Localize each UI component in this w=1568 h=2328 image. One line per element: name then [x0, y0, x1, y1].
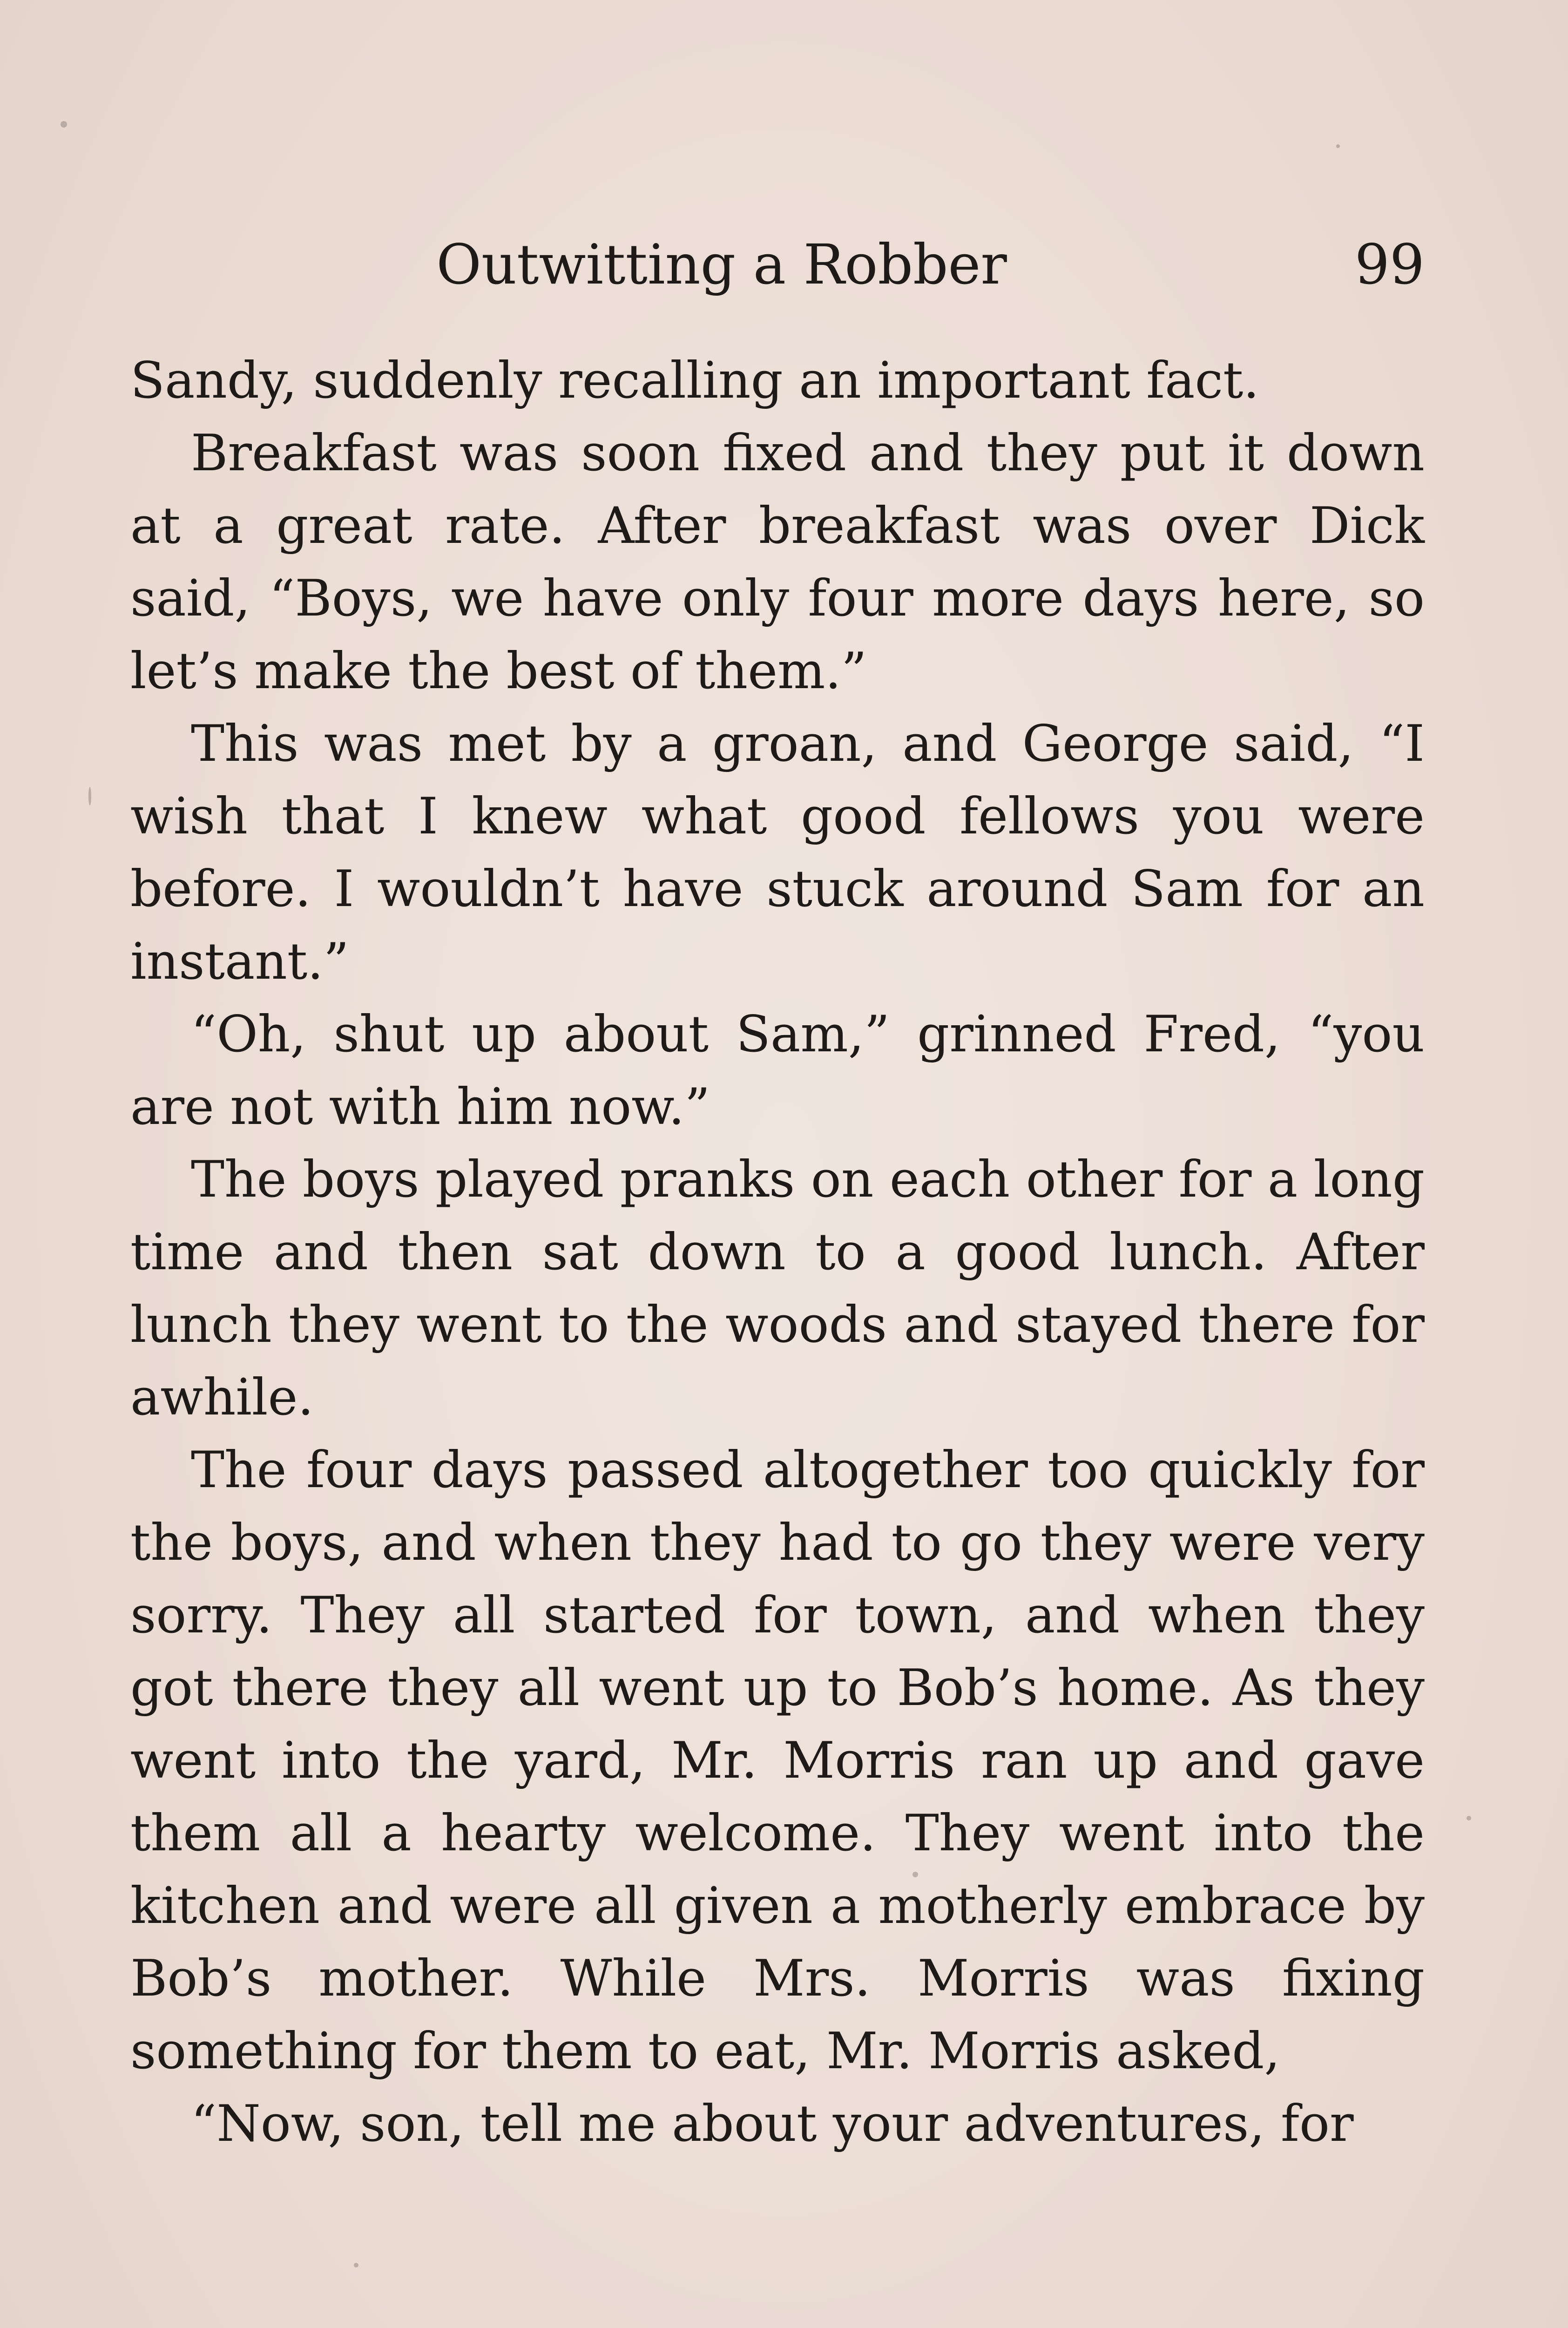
paragraph: “Now, son, tell me about your adventures, for [191, 2095, 1354, 2153]
paragraph: The boys played pranks on each other for a long time and then sat down to a good lunch. After lunch they went to the woods and stayed there for awhile. [130, 1150, 1425, 1427]
paragraph: Sandy, suddenly recalling an important fact. [130, 352, 1259, 410]
paragraph: “Oh, shut up about Sam,” grinned Fred, “you are not with him now.” [130, 1005, 1425, 1136]
paper-speck [88, 787, 91, 805]
paragraph: The four days passed altogether too quickly for the boys, and when they had to go they were very sorry. They all started for town, and when they got there they all went up to Bob’s home. As they went into the yard, Mr. Morris ran up and gave them all a hearty welcome. They went into the kitchen and were all given a motherly embrace by Bob’s mother. While Mrs. Morris was fixing something for them to eat, Mr. Morris asked, [130, 1441, 1425, 2080]
paragraph: Breakfast was soon fixed and they put it down at a great rate. After breakfast was over Dick said, “Boys, we have only four more days here, so let’s make the best of them.” [130, 424, 1425, 700]
body-text [130, 345, 1425, 2160]
paper-speck [1336, 144, 1340, 148]
page-number: 99 [1354, 232, 1425, 297]
paper-speck [354, 2263, 358, 2267]
paper-speck [1467, 1816, 1471, 1820]
paragraph: This was met by a groan, and George said, “I wish that I knew what good fellows you were before. I wouldn’t have stuck around Sam for an instant.” [130, 715, 1425, 991]
running-title: Outwitting a Robber [436, 232, 1007, 297]
paper-speck [61, 121, 67, 128]
page-header [130, 227, 1425, 302]
